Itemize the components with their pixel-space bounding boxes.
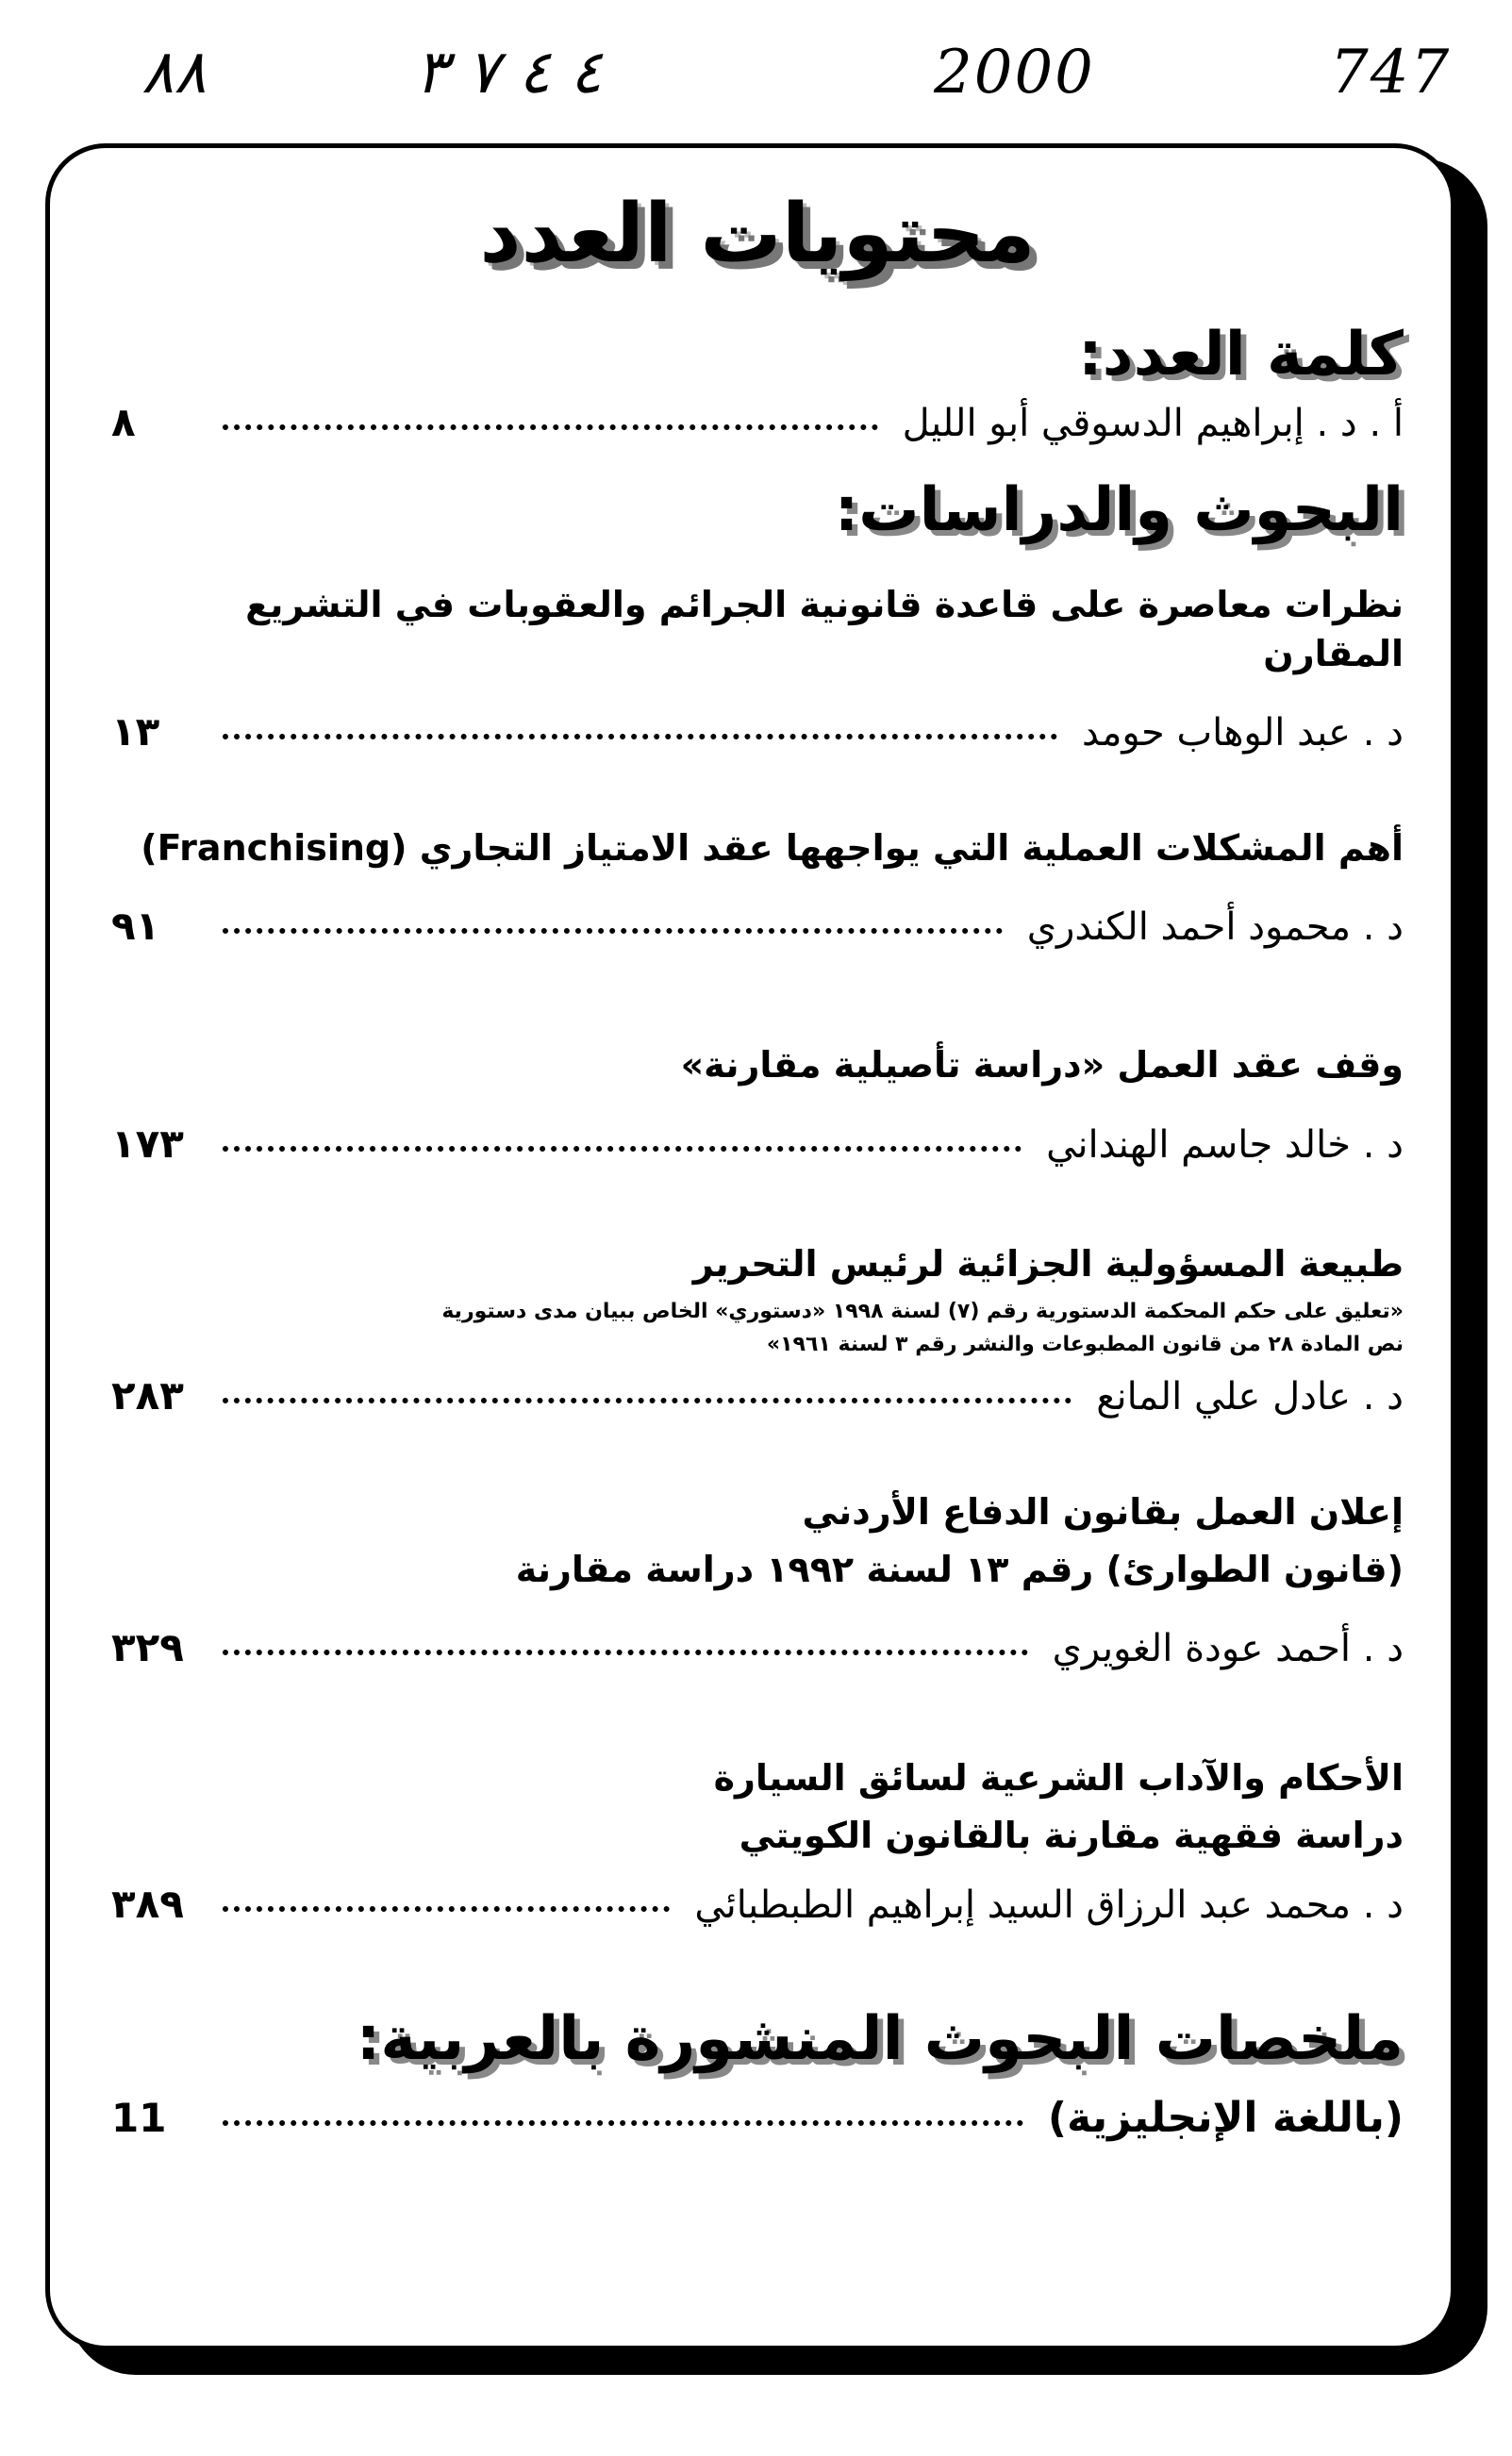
handwritten-annotations: [0, 28, 1512, 132]
page-title: [111, 187, 1404, 281]
toc-row: [111, 1119, 1404, 1170]
toc-page-number: ١٣: [111, 707, 160, 755]
toc-title: طبيعة المسؤولية الجزائية لرئيس التحرير: [692, 1243, 1404, 1286]
toc-label: (باللغة الإنجليزية): [1047, 2094, 1404, 2143]
toc-note-line: «تعليق على حكم المحكمة الدستورية رقم (٧) لسنة ١٩٩٨ «دستوري» الخاص ببيان مدى دستورية: [441, 1299, 1404, 1323]
dot-leader: [223, 1398, 1072, 1403]
toc-page-number: ١٧٣: [111, 1120, 184, 1167]
dot-leader: [223, 1650, 1028, 1655]
toc-author: د . أحمد عودة الغويري: [1052, 1627, 1404, 1671]
toc-page-number: ٣٨٩: [111, 1881, 184, 1928]
section-heading-summaries: ملخصات البحوث المنشورة بالعربية:: [356, 2003, 1404, 2074]
toc-entry: [111, 1041, 1404, 1170]
toc-row: [111, 901, 1404, 953]
toc-author: د . عبد الوهاب حومد: [1081, 710, 1404, 755]
dot-leader: [223, 1906, 670, 1912]
toc-author: د . خالد جاسم الهنداني: [1046, 1122, 1404, 1167]
page-title-text: محتويات العدد: [479, 187, 1036, 281]
toc-entry: [111, 1240, 1404, 1421]
toc-title: الأحكام والآداب الشرعية لسائق السيارة: [713, 1756, 1404, 1799]
toc-row: [111, 1622, 1404, 1674]
toc-row-editorial: [111, 397, 1404, 449]
toc-title: نظرات معاصرة على قاعدة قانونية الجرائم والعقوبات في التشريع المقارن: [245, 584, 1404, 674]
toc-entry: [111, 581, 1404, 757]
toc-page-number: ٣٢٩: [111, 1624, 184, 1671]
toc-entry: [111, 1488, 1404, 1674]
toc-row: [111, 1370, 1404, 1422]
toc-author: د . محمود أحمد الكندري: [1026, 904, 1404, 949]
toc-entry: [111, 824, 1404, 953]
handwritten-left-mark: ٨٨: [141, 38, 207, 108]
toc-row: [111, 1879, 1404, 1931]
handwritten-right-number: 747: [1330, 38, 1452, 108]
dot-leader: [223, 2120, 1023, 2126]
handwritten-year: 2000: [934, 38, 1095, 108]
toc-title: وقف عقد العمل «دراسة تأصيلية مقارنة»: [680, 1044, 1404, 1087]
toc-row-summaries: [111, 2091, 1404, 2145]
toc-title-line-2: (قانون الطوارئ) رقم ١٣ لسنة ١٩٩٢ دراسة مقارنة: [515, 1548, 1404, 1590]
toc-title: أهم المشكلات العملية التي يواجهها عقد الامتياز التجاري (Franchising): [141, 826, 1404, 869]
toc-author: د . عادل علي المانع: [1096, 1375, 1404, 1419]
dot-leader: [223, 424, 878, 430]
handwritten-codes: ٤ ٤ ٧ ٣: [415, 38, 603, 108]
dot-leader: [223, 928, 1003, 934]
dot-leader: [223, 1146, 1022, 1152]
toc-entry: [111, 1754, 1404, 1931]
toc-page-number: ٢٨٣: [111, 1372, 184, 1419]
toc-page-number: ٩١: [111, 902, 160, 949]
toc-title-line-2: دراسة فقهية مقارنة بالقانون الكويتي: [739, 1815, 1404, 1857]
contents-body: [111, 174, 1404, 2146]
toc-author: د . محمد عبد الرزاق السيد إبراهيم الطبطبائي: [694, 1883, 1404, 1928]
dot-leader: [223, 734, 1057, 739]
toc-author: أ . د . إبراهيم الدسوقي أبو الليل: [902, 402, 1404, 446]
section-heading-editorial: كلمة العدد:: [1078, 320, 1404, 390]
toc-note-line: نص المادة ٢٨ من قانون المطبوعات والنشر رقم ٣ لسنة ١٩٦١»: [766, 1332, 1404, 1356]
toc-row: [111, 706, 1404, 758]
toc-page-number: 11: [111, 2095, 167, 2142]
section-heading-research: البحوث والدراسات:: [834, 474, 1404, 545]
toc-page-number: ٨: [111, 399, 136, 446]
toc-title: إعلان العمل بقانون الدفاع الأردني: [802, 1490, 1404, 1533]
